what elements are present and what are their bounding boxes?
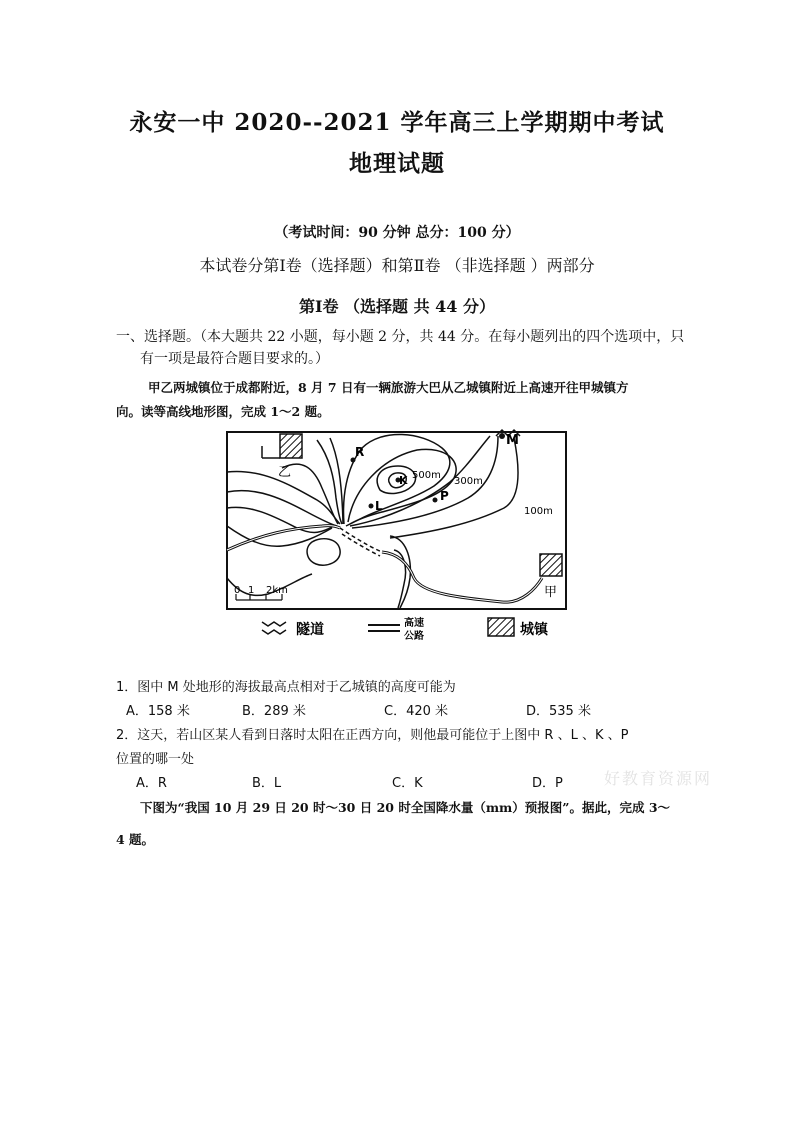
point-p-label: P <box>440 489 449 503</box>
section-title: 第Ⅰ卷 （选择题 共 44 分） <box>298 297 496 316</box>
question-2-stem-cont: 位置的哪一处 <box>116 752 195 767</box>
town-jia-symbol <box>540 554 562 576</box>
exam-subtitle: 地理试题 <box>349 150 445 177</box>
question-1-option-d: D．535 米 <box>526 704 591 719</box>
contour-label-500: 500m <box>412 470 441 481</box>
question-1-option-b: B．289 米 <box>242 704 306 719</box>
legend-tunnel-symbol <box>262 622 286 626</box>
question-2-option-a: A．R <box>136 776 167 791</box>
passage-2-intro-cont: 4 题。 <box>116 832 155 847</box>
exam-time-score: （考试时间：90 分钟 总分：100 分） <box>274 225 520 241</box>
contour-label-100: 100m <box>524 506 553 517</box>
scale-label-2km: 2km <box>266 585 288 596</box>
watermark: 好教育资源网 <box>604 769 713 788</box>
town-jia-label: 甲 <box>544 585 558 600</box>
point-l-label: L <box>375 499 383 513</box>
legend-highway-label-top: 高速 <box>404 618 424 629</box>
contour-label-300: 300m <box>454 476 483 487</box>
point-m-label: M <box>506 433 519 448</box>
passage-2-intro: 下图为“我国 10 月 29 日 20 时～30 日 20 时全国降水量（mm）预报图”。据此，完成 3～ <box>140 800 671 815</box>
legend-town-symbol <box>488 618 514 636</box>
legend-tunnel-label: 隧道 <box>296 622 324 638</box>
question-2-option-c: C．K <box>392 776 423 791</box>
legend-town-label: 城镇 <box>520 622 548 638</box>
legend-highway-label-bottom: 公路 <box>404 631 424 642</box>
exam-structure: 本试卷分第Ⅰ卷（选择题）和第Ⅱ卷 （非选择题 ）两部分 <box>199 256 595 275</box>
question-1-stem: 1．图中 M 处地形的海拔最高点相对于乙城镇的高度可能为 <box>116 680 456 695</box>
point-k-label: K <box>399 474 408 487</box>
question-2-stem: 2．这天，若山区某人看到日落时太阳在正西方向，则他最可能位于上图中 R 、L 、K 、P <box>116 728 629 743</box>
question-1-option-a: A．158 米 <box>126 704 190 719</box>
passage-intro: 甲乙两城镇位于成都附近，8 月 7 日有一辆旅游大巴从乙城镇附近上高速开往甲城镇方 <box>148 380 629 395</box>
legend <box>262 616 549 642</box>
passage-intro-cont: 向。读等高线地形图，完成 1～2 题。 <box>116 404 330 419</box>
point-r-label: R <box>355 445 365 459</box>
contour-map <box>222 428 572 650</box>
town-yi-label: 乙 <box>278 465 292 480</box>
town-yi-symbol <box>280 434 302 458</box>
section-instruction: 一、选择题。（本大题共 22 小题，每小题 2 分，共 44 分。在每小题列出的四个选项中，只 <box>116 329 685 345</box>
question-2-option-d: D．P <box>532 776 563 791</box>
scale-label-1: 1 <box>248 585 255 596</box>
exam-title: 永安一中 2020--2021 学年高三上学期期中考试 <box>129 109 665 136</box>
question-1-option-c: C．420 米 <box>384 704 449 719</box>
question-2-option-b: B．L <box>252 776 282 791</box>
scale-label-0: 0 <box>234 585 241 596</box>
section-instruction-cont: 有一项是最符合题目要求的。） <box>140 351 329 367</box>
